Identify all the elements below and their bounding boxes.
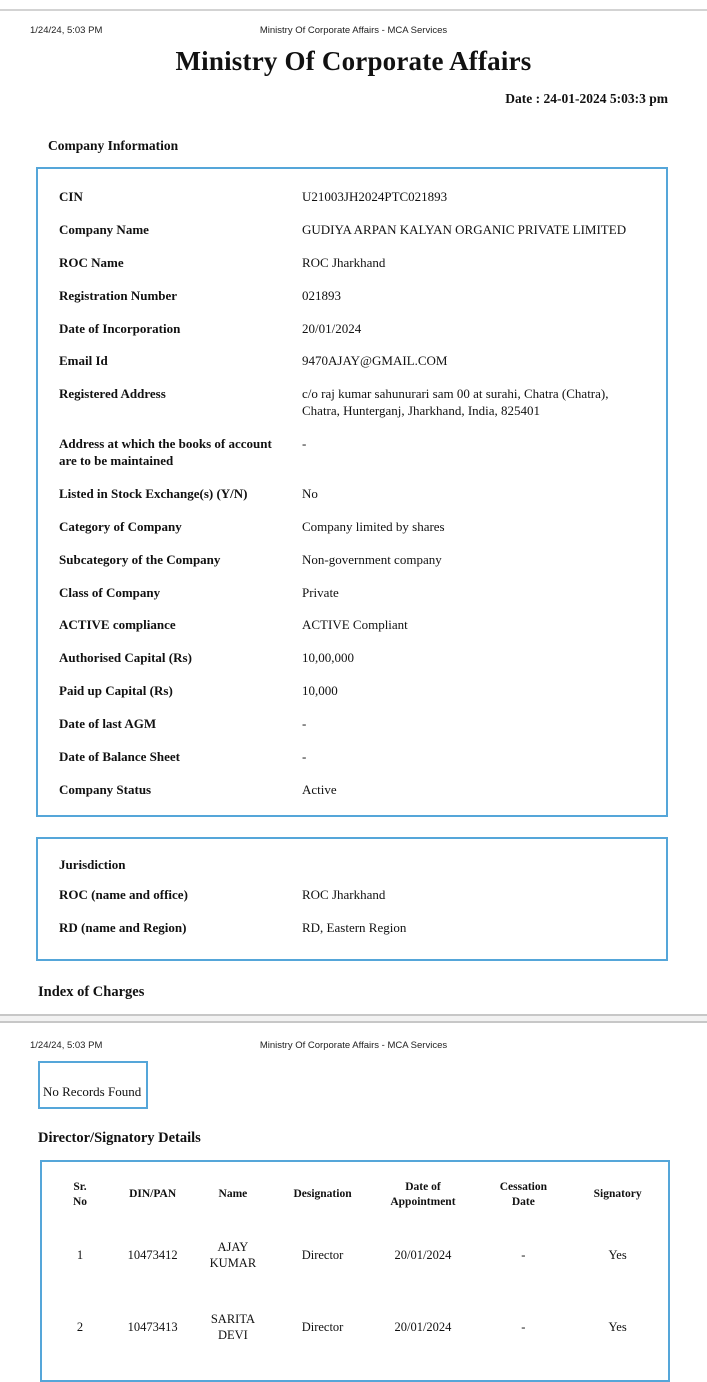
field-value: 10,000	[302, 683, 338, 699]
print-header-page-1	[0, 25, 707, 36]
column-header-din-pan: DIN/PAN	[129, 1188, 177, 1201]
print-doc-title: Ministry Of Corporate Affairs - MCA Services	[259, 1039, 448, 1051]
field-value: Company limited by shares	[302, 518, 445, 534]
cell-din-pan: 10473412	[127, 1247, 178, 1262]
cell-signatory: Yes	[608, 1320, 627, 1335]
cell-sr-no: 2	[76, 1320, 84, 1335]
field-label: Company Status	[59, 781, 152, 797]
page-break-separator	[0, 1014, 707, 1023]
info-row-listed-stock-exchange	[59, 478, 648, 511]
print-timestamp: 1/24/24, 5:03 PM	[30, 25, 103, 36]
cell-din-pan: 10473413	[127, 1320, 178, 1335]
column-header-signatory: Signatory	[593, 1188, 642, 1201]
field-value: GUDIYA ARPAN KALYAN ORGANIC PRIVATE LIMITED	[302, 221, 627, 237]
print-header-page-2	[0, 1040, 707, 1051]
field-value: ACTIVE Compliant	[302, 617, 408, 633]
cell-signatory: Yes	[608, 1247, 627, 1262]
column-header-sr-no	[46, 1166, 114, 1219]
company-information-box	[36, 167, 668, 817]
director-name: SARITA DEVI	[210, 1312, 255, 1343]
page-title: Ministry Of Corporate Affairs	[175, 46, 532, 76]
field-label: Category of Company	[59, 518, 182, 534]
cell-date-of-appointment: 20/01/2024	[394, 1320, 452, 1335]
field-value: 10,00,000	[302, 650, 354, 666]
field-label: Registered Address	[59, 386, 166, 402]
no-records-found-box: No Records Found	[38, 1061, 148, 1109]
column-header-date-of-appointment	[370, 1166, 475, 1219]
field-value: 9470AJAY@GMAIL.COM	[302, 353, 448, 369]
field-value: 20/01/2024	[302, 320, 362, 336]
cell-cessation-date: -	[521, 1247, 526, 1262]
director-signatory-table-box	[40, 1160, 670, 1382]
cell-name	[191, 1291, 274, 1364]
info-row-date-of-incorporation	[59, 313, 648, 346]
index-of-charges-heading: Index of Charges	[38, 983, 145, 1000]
info-row-roc-name	[59, 247, 648, 280]
info-row-registered-address	[59, 378, 648, 428]
info-row-registration-number	[59, 280, 648, 313]
print-doc-title: Ministry Of Corporate Affairs - MCA Services	[259, 25, 448, 36]
cell-designation: Director	[301, 1320, 344, 1335]
info-row-authorised-capital	[59, 642, 648, 675]
field-label: CIN	[59, 189, 83, 204]
document-page-2	[0, 1040, 707, 1382]
field-label: ROC Name	[59, 254, 124, 270]
field-value: Active	[302, 781, 337, 797]
info-row-balance-sheet	[59, 741, 648, 774]
field-label: ACTIVE compliance	[59, 617, 176, 633]
info-row-company-status	[59, 774, 648, 807]
info-row-cin	[59, 181, 648, 214]
cell-name	[191, 1219, 274, 1292]
field-value: U21003JH2024PTC021893	[302, 189, 448, 204]
field-label: Address at which the books of account are to be maintained	[59, 436, 272, 469]
field-label: ROC (name and office)	[59, 886, 188, 902]
field-value: ROC Jharkhand	[302, 254, 386, 270]
info-row-company-name	[59, 214, 648, 247]
director-signatory-table	[46, 1166, 664, 1364]
info-row-rd-region	[59, 912, 648, 945]
field-value: -	[302, 749, 307, 765]
field-label: Paid up Capital (Rs)	[59, 683, 173, 699]
table-row	[46, 1291, 664, 1364]
cell-date-of-appointment: 20/01/2024	[394, 1247, 452, 1262]
field-label: Listed in Stock Exchange(s) (Y/N)	[59, 485, 248, 501]
field-value: Private	[302, 584, 339, 600]
info-row-class	[59, 577, 648, 610]
jurisdiction-heading: Jurisdiction	[59, 856, 126, 872]
director-name: AJAY KUMAR	[209, 1239, 257, 1270]
cell-designation: Director	[301, 1247, 344, 1262]
field-label: Company Name	[59, 221, 149, 237]
column-header-designation: Designation	[293, 1188, 352, 1201]
info-row-email-id	[59, 345, 648, 378]
field-value: -	[302, 716, 307, 732]
info-row-books-address	[59, 428, 648, 478]
table-row	[46, 1219, 664, 1292]
field-label: Registration Number	[59, 287, 178, 303]
field-label: RD (name and Region)	[59, 919, 187, 935]
director-signatory-heading: Director/Signatory Details	[38, 1129, 201, 1146]
field-value: c/o raj kumar sahunurari sam 00 at surahi, Chatra (Chatra), Chatra, Hunterganj, Jharkhand, India, 825401	[302, 386, 609, 419]
field-value: No	[302, 485, 318, 501]
info-row-active-compliance	[59, 609, 648, 642]
table-header-row	[46, 1166, 664, 1219]
document-page-1	[0, 25, 707, 1001]
column-header-cessation-date	[475, 1166, 571, 1219]
field-label: Authorised Capital (Rs)	[59, 650, 192, 666]
print-timestamp: 1/24/24, 5:03 PM	[30, 1039, 103, 1051]
page-top-edge	[0, 0, 707, 11]
field-label: Subcategory of the Company	[59, 551, 221, 567]
field-label: Class of Company	[59, 584, 161, 600]
field-value: -	[302, 436, 307, 452]
field-value: 021893	[302, 287, 341, 303]
field-value: RD, Eastern Region	[302, 919, 407, 935]
field-value: ROC Jharkhand	[302, 886, 386, 902]
info-row-last-agm	[59, 708, 648, 741]
info-row-roc-office	[59, 879, 648, 912]
info-row-subcategory	[59, 544, 648, 577]
field-label: Date of Balance Sheet	[59, 749, 180, 765]
field-label: Date of Incorporation	[59, 320, 181, 336]
company-information-heading: Company Information	[48, 138, 179, 153]
field-value: Non-government company	[302, 551, 442, 567]
field-label: Date of last AGM	[59, 716, 157, 732]
info-row-category	[59, 511, 648, 544]
generated-date: Date : 24-01-2024 5:03:3 pm	[505, 91, 668, 106]
field-label: Email Id	[59, 353, 108, 369]
jurisdiction-box	[36, 837, 668, 961]
column-header-label: Sr. No	[72, 1180, 88, 1209]
column-header-label: Date of Appointment	[390, 1180, 456, 1209]
column-header-name: Name	[218, 1188, 248, 1201]
cell-sr-no: 1	[76, 1247, 84, 1262]
info-row-paidup-capital	[59, 675, 648, 708]
cell-cessation-date: -	[521, 1320, 526, 1335]
column-header-label: Cessation Date	[499, 1180, 547, 1209]
